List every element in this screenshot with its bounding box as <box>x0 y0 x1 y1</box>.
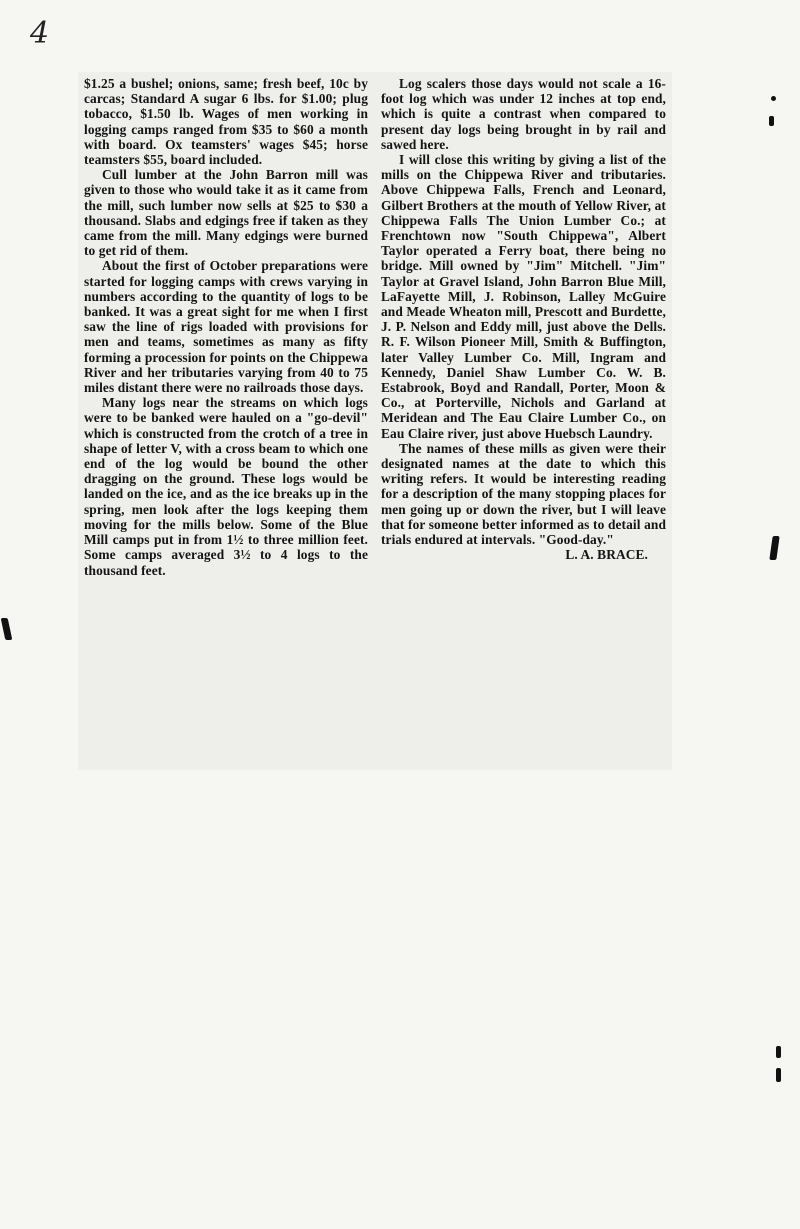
article-paragraph: Log scalers those days would not scale a 16-foot log which was under 12 inches at top end, which is quite a contrast when compared to present day logs being brought in by rail and sawed here. <box>381 76 666 152</box>
scan-speck <box>776 1046 781 1058</box>
scan-speck <box>771 96 776 101</box>
article-paragraph: I will close this writing by giving a list of the mills on the Chippewa River and tributaries. Above Chippewa Falls, French and Leonard, Gilbert Brothers at the mouth of Yellow River, at Chippewa Falls The Union Lumber Co.; at Frenchtown now "South Chippewa", Albert Taylor operated a Ferry boat, there being no bridge. Mill owned by "Jim" Mitchell. "Jim" Taylor at Gravel Island, John Barron Blue Mill, LaFayette Mill, J. Robinson, Lalley McGuire and Meade Wheaton mill, Prescott and Burdette, J. P. Nelson and Eddy mill, just above the Dells. R. F. Wilson Pioneer Mill, Smith & Buffington, later Valley Lumber Co. Mill, Ingram and Kennedy, Daniel Shaw Lumber Co. W. B. Estabrook, Boyd and Randall, Porter, Moon & Co., at Porterville, Nichols and Garland at Meridean and The Eau Claire Lumber Co., on Eau Claire river, just above Huebsch Laundry. <box>381 152 666 441</box>
article-paragraph: Cull lumber at the John Barron mill was given to those who would take it as it came from the mill, such lumber now sells at $25 to $30 a thousand. Slabs and edgings free if taken as they came from the mill. Many edgings were burned to get rid of them. <box>84 167 368 259</box>
article-left-column <box>84 76 368 578</box>
article-right-column <box>381 76 666 563</box>
scan-speck <box>769 116 774 126</box>
scan-speck <box>776 1068 781 1082</box>
article-paragraph: About the first of October preparations were started for logging camps with crews varying in numbers according to the quantity of logs to be banked. It was a great sight for me when I first saw the line of rigs loaded with provisions for men and teams, sometimes as many as fifty forming a procession for points on the Chippewa River and her tributaries varying from 40 to 75 miles distant there were no railroads those days. <box>84 258 368 396</box>
scan-speck <box>769 536 779 560</box>
article-paragraph: $1.25 a bushel; onions, same; fresh beef, 10c by carcas; Standard A sugar 6 lbs. for $1.00; plug tobacco, $1.50 lb. Wages of men working in logging camps ranged from $35 to $60 a month with board. Ox teamsters' wages $45; horse teamsters $55, board included. <box>84 76 368 168</box>
article-paragraph: Many logs near the streams on which logs were to be banked were hauled on a "go-devil" which is constructed from the crotch of a tree in shape of letter V, with a cross beam to which one end of the log would be bound the other dragging on the ground. These logs would be landed on the ice, and as the ice breaks up in the spring, men look after the logs keeping them moving for the mills below. Some of the Blue Mill camps put in from 1½ to three million feet. Some camps averaged 3½ to 4 logs to the thousand feet. <box>84 395 368 578</box>
author-signature: L. A. BRACE. <box>565 547 648 563</box>
page-number: 4 <box>30 16 50 51</box>
article-paragraph: The names of these mills as given were their designated names at the date to which this writing refers. It would be interesting reading for a description of the many stopping places for men going up or down the river, but I will leave that for someone better informed as to detail and trials endured at intervals. "Good-day." <box>381 440 666 548</box>
scan-speck <box>1 618 13 640</box>
